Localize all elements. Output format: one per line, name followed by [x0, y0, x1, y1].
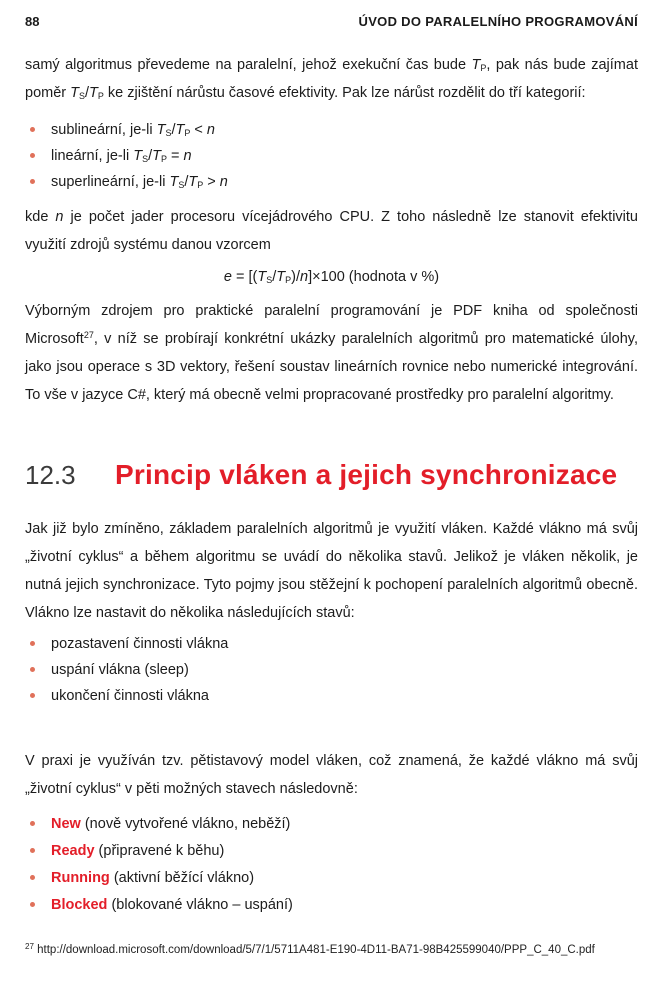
list-item	[25, 683, 638, 709]
speedup-category-list	[25, 117, 638, 195]
list-item	[25, 657, 638, 683]
paragraph-threads-intro: Jak již bylo zmíněno, základem paralelních algoritmů je využití vláken. Každé vlákno má svůj „životní cyklus“ a během algoritmu se uvádí do několika stavů. Jelikož je vláken několik, je nutná jejich synchronizace. Tyto pojmy jsou stěžejní k pochopení paralelních algoritmů obecně. Vlákno lze nastavit do několika následujících stavů:	[25, 521, 638, 621]
efficiency-formula: $e = [(T_S/T_P)/n]\times 100$ (hodnota v %)	[223, 269, 440, 285]
section-title: Princip vláken a jejich synchronizace	[115, 459, 618, 490]
page-header	[25, 14, 638, 29]
list-item	[25, 838, 638, 865]
list-item-text: ukončení činnosti vlákna	[51, 688, 209, 704]
bullet-icon	[30, 848, 35, 853]
list-item-text: uspání vlákna (sleep)	[51, 662, 189, 678]
bullet-icon	[30, 127, 35, 132]
bullet-icon	[30, 153, 35, 158]
running-title: ÚVOD DO PARALELNÍHO PROGRAMOVÁNÍ	[358, 14, 638, 29]
bullet-icon	[30, 693, 35, 698]
list-item-text: lineární, je-li $T_S/T_P = n$	[51, 148, 192, 164]
paragraph-five-state-model: V praxi je využíván tzv. pětistavový model vláken, což znamená, že každé vlákno má svůj „životní cyklus“ v pěti možných stavech následovně:	[25, 753, 638, 797]
list-item	[25, 811, 638, 838]
bullet-icon	[30, 902, 35, 907]
list-item	[25, 117, 638, 143]
bullet-icon	[30, 667, 35, 672]
bullet-icon	[30, 641, 35, 646]
list-item	[25, 865, 638, 892]
bullet-icon	[30, 875, 35, 880]
list-item-text: pozastavení činnosti vlákna	[51, 636, 229, 652]
page-number: 88	[25, 14, 40, 29]
list-item	[25, 631, 638, 657]
section-number: 12.3	[25, 460, 76, 490]
list-item-text: superlineární, je-li $T_S/T_P > n$	[51, 174, 228, 190]
list-item-text: Ready (připravené k běhu)	[51, 843, 225, 859]
list-item-text: Running (aktivní běžící vlákno)	[51, 870, 255, 886]
list-item	[25, 143, 638, 169]
paragraph-cores: kde n je počet jader procesoru vícejádrového CPU. Z toho následně lze stanovit efektivitu využití zdrojů systému danou vzorcem	[25, 209, 638, 253]
list-item	[25, 892, 638, 919]
bullet-icon	[30, 821, 35, 826]
list-item-text: New (nově vytvořené vlákno, neběží)	[51, 816, 291, 832]
bullet-icon	[30, 179, 35, 184]
thread-states-list	[25, 631, 638, 709]
paragraph-microsoft-book: Výborným zdrojem pro praktické paralelní programování je PDF kniha od společnosti Microsoft$^{27}$, v níž se probírají konkrétní ukázky paralelních algoritmů pro matematické úlohy, jako jsou operace s 3D vektory, řešení soustav lineárních rovnice nebo numerické integrování. To vše v jazyce C#, který má obecně velmi propracované prostředky pro paralelní algoritmy.	[25, 303, 638, 403]
list-item	[25, 169, 638, 195]
section-heading	[25, 459, 638, 491]
paragraph-speedup-intro: samý algoritmus převedeme na paralelní, jehož exekuční čas bude $T_P$, pak nás bude zajímat poměr $T_S/T_P$ ke zjištění nárůstu časové efektivity. Pak lze nárůst rozdělit do tří kategorií:	[25, 57, 638, 101]
list-item-text: sublineární, je-li $T_S/T_P < n$	[51, 122, 215, 138]
footnote: $^{27}$ http://download.microsoft.com/download/5/7/1/5711A481-E190-4D11-BA71-98B425599040/PPP_C_40_C.pdf	[25, 942, 595, 956]
thread-model-list	[25, 811, 638, 919]
list-item-text: Blocked (blokované vlákno – uspání)	[51, 897, 293, 913]
